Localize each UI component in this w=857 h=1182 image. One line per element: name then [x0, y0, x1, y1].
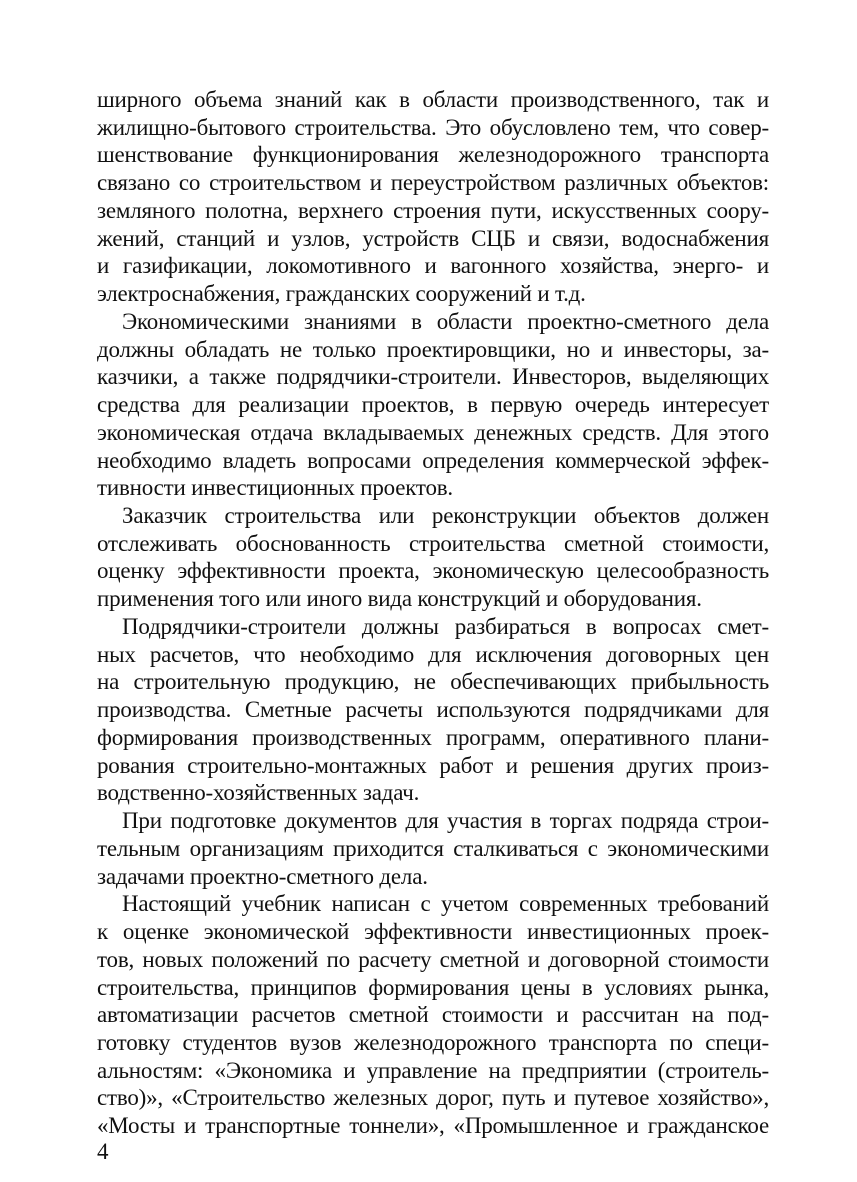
paragraph [97, 308, 769, 502]
paragraph [97, 86, 769, 308]
text-line: электроснабжения, гражданских сооружений и т.д. [97, 281, 586, 307]
text-line: необходимо владеть вопросами определения коммерческой эффек- [97, 447, 769, 473]
text-line: альностям: «Экономика и управление на предприятии (строитель- [97, 1057, 769, 1083]
text-line: строительства, принципов формирования цены в условиях рынка, [97, 974, 769, 1000]
text-line: оценку эффективности проекта, экономическую целесообразность [97, 558, 769, 584]
text-line: экономическая отдача вкладываемых денежных средств. Для этого [97, 419, 769, 445]
text-line: ширного объема знаний как в области производственного, так и [97, 87, 769, 112]
text-line: тельным организациям приходится сталкиваться с экономическими [97, 835, 769, 861]
text-line: Заказчик строительства или реконструкции объектов должен [122, 503, 769, 529]
text-line: ство)», «Строительство железных дорог, путь и путевое хозяйство», [97, 1085, 769, 1111]
text-line: автоматизации расчетов сметной стоимости и рассчитан на под- [97, 1002, 769, 1028]
text-line: казчики, а также подрядчики-строители. Инвесторов, выделяющих [97, 364, 769, 390]
paragraph [97, 890, 769, 1140]
text-line: «Мосты и транспортные тоннели», «Промышленное и гражданское [97, 1113, 769, 1139]
text-line: средства для реализации проектов, в первую очередь интересует [97, 392, 769, 418]
text-line: тивности инвестиционных проектов. [97, 475, 453, 501]
text-line: земляного полотна, верхнего строения пути, искусственных соору- [97, 197, 769, 223]
text-line: на строительную продукцию, не обеспечивающих прибыльность [97, 669, 769, 695]
text-line: ных расчетов, что необходимо для исключения договорных цен [97, 641, 769, 667]
text-line: водственно-хозяйственных задач. [97, 780, 420, 806]
text-line: применения того или иного вида конструкций и оборудования. [97, 586, 702, 612]
text-line: шенствование функционирования железнодорожного транспорта [97, 142, 769, 168]
text-line: отслеживать обоснованность строительства сметной стоимости, [97, 530, 769, 556]
text-line: жений, станций и узлов, устройств СЦБ и связи, водоснабжения [97, 225, 769, 251]
text-line: готовку студентов вузов железнодорожного транспорта по специ- [97, 1029, 769, 1055]
text-line: формирования производственных программ, оперативного плани- [97, 724, 769, 750]
page-number: 4 [97, 1139, 109, 1164]
paragraph [97, 502, 769, 613]
paragraph [97, 807, 769, 890]
text-line: тов, новых положений по расчету сметной и договорной стоимости [97, 946, 769, 972]
text-line: связано со строительством и переустройством различных объектов: [97, 170, 769, 196]
text-line: Подрядчики-строители должны разбираться в вопросах смет- [122, 613, 769, 639]
text-line: должны обладать не только проектировщики, но и инвесторы, за- [97, 336, 769, 362]
paragraph [97, 613, 769, 807]
text-line: При подготовке документов для участия в торгах подряда строи- [122, 808, 769, 834]
text-line: Экономическими знаниями в области проектно-сметного дела [122, 308, 769, 334]
text-line: жилищно-бытового строительства. Это обусловлено тем, что совер- [97, 114, 769, 140]
text-line: и газификации, локомотивного и вагонного хозяйства, энерго- и [97, 253, 769, 279]
text-line: задачами проектно-сметного дела. [97, 863, 428, 889]
text-line: Настоящий учебник написан с учетом современных требований [122, 891, 769, 917]
text-line: рования строительно-монтажных работ и решения других произ- [97, 752, 769, 778]
page-body-text [97, 86, 769, 1140]
text-line: производства. Сметные расчеты используются подрядчиками для [97, 697, 769, 723]
text-line: к оценке экономической эффективности инвестиционных проек- [97, 919, 769, 945]
